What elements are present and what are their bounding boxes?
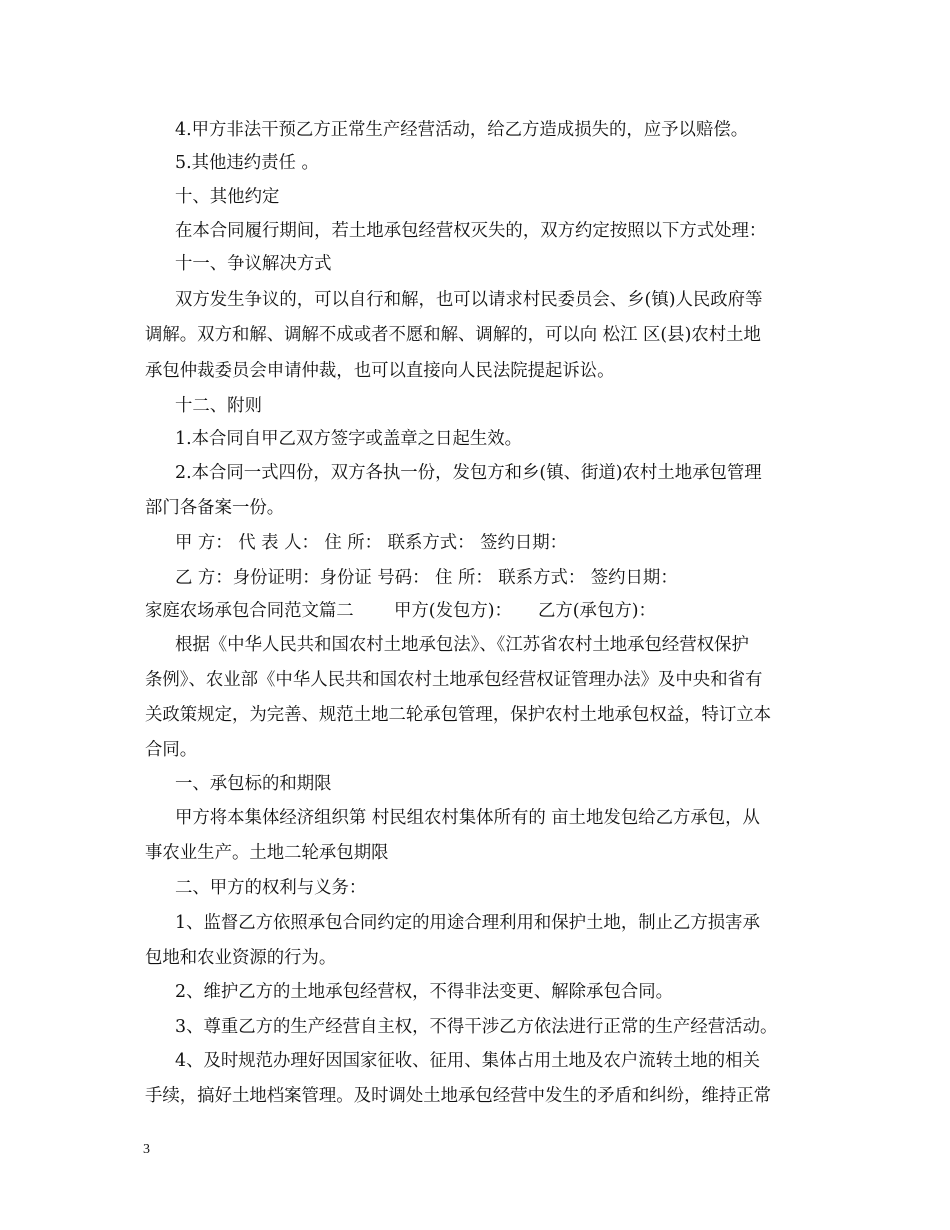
paragraph-line: 4.甲方非法干预乙方正常生产经营活动，给乙方造成损失的，应予以赔偿。 bbox=[175, 120, 749, 140]
signature-line-party-b: 乙 方：身份证明：身份证 号码： 住 所： 联系方式： 签约日期： bbox=[175, 568, 678, 588]
paragraph-line: 5.其他违约责任 。 bbox=[175, 153, 319, 173]
paragraph-line: 调解。双方和解、调解不成或者不愿和解、调解的，可以向 松江 区(县)农村土地 bbox=[145, 325, 761, 345]
paragraph-line: 手续，搞好土地档案管理。及时调处土地承包经营中发生的矛盾和纠纷，维持正常 bbox=[145, 1086, 772, 1106]
section-heading: 十、其他约定 bbox=[175, 187, 280, 207]
section-heading: 一、承包标的和期限 bbox=[175, 774, 332, 794]
paragraph-line: 根据《中华人民共和国农村土地承包法》、《江苏省农村土地承包经营权保护 bbox=[175, 635, 749, 655]
section-heading: 二、甲方的权利与义务： bbox=[175, 878, 367, 898]
paragraph-line: 1、监督乙方依照承包合同约定的用途合理利用和保护土地，制止乙方损害承 bbox=[175, 913, 760, 933]
paragraph-line: 承包仲裁委员会申请仲裁，也可以直接向人民法院提起诉讼。 bbox=[145, 361, 615, 381]
paragraph-line: 合同。 bbox=[145, 740, 198, 760]
paragraph-line: 关政策规定，为完善、规范土地二轮承包管理，保护农村土地承包权益，特订立本 bbox=[145, 705, 772, 725]
paragraph-line: 1.本合同自甲乙双方签字或盖章之日起生效。 bbox=[175, 429, 523, 449]
page-number: 3 bbox=[143, 1142, 150, 1157]
paragraph-line: 甲方将本集体经济组织第 村民组农村集体所有的 亩土地发包给乙方承包，从 bbox=[175, 808, 760, 828]
paragraph-line: 事农业生产。土地二轮承包期限 bbox=[145, 843, 389, 863]
paragraph-line: 部门各备案一份。 bbox=[145, 498, 285, 518]
paragraph-line: 4、及时规范办理好因国家征收、征用、集体占用土地及农户流转土地的相关 bbox=[175, 1051, 760, 1071]
paragraph-line: 2.本合同一式四份，双方各执一份，发包方和乡(镇、街道)农村土地承包管理 bbox=[175, 463, 762, 483]
signature-line-party-a: 甲 方： 代 表 人： 住 所： 联系方式： 签约日期： bbox=[175, 533, 568, 553]
contract-title-line: 家庭农场承包合同范文篇二 甲方(发包方)： 乙方(承包方)： bbox=[145, 601, 656, 621]
paragraph-line: 2、维护乙方的土地承包经营权，不得非法变更、解除承包合同。 bbox=[175, 982, 674, 1002]
paragraph-line: 包地和农业资源的行为。 bbox=[145, 948, 337, 968]
paragraph-line: 3、尊重乙方的生产经营自主权，不得干涉乙方依法进行正常的生产经营活动。 bbox=[175, 1017, 778, 1037]
paragraph-line: 在本合同履行期间，若土地承包经营权灭失的，双方约定按照以下方式处理： bbox=[175, 221, 767, 241]
section-heading: 十一、争议解决方式 bbox=[175, 254, 332, 274]
section-heading: 十二、附则 bbox=[175, 396, 262, 416]
paragraph-line: 双方发生争议的，可以自行和解，也可以请求村民委员会、乡(镇)人民政府等 bbox=[175, 290, 763, 310]
paragraph-line: 条例》、农业部《中华人民共和国农村土地承包经营权证管理办法》及中央和省有 bbox=[145, 670, 763, 690]
